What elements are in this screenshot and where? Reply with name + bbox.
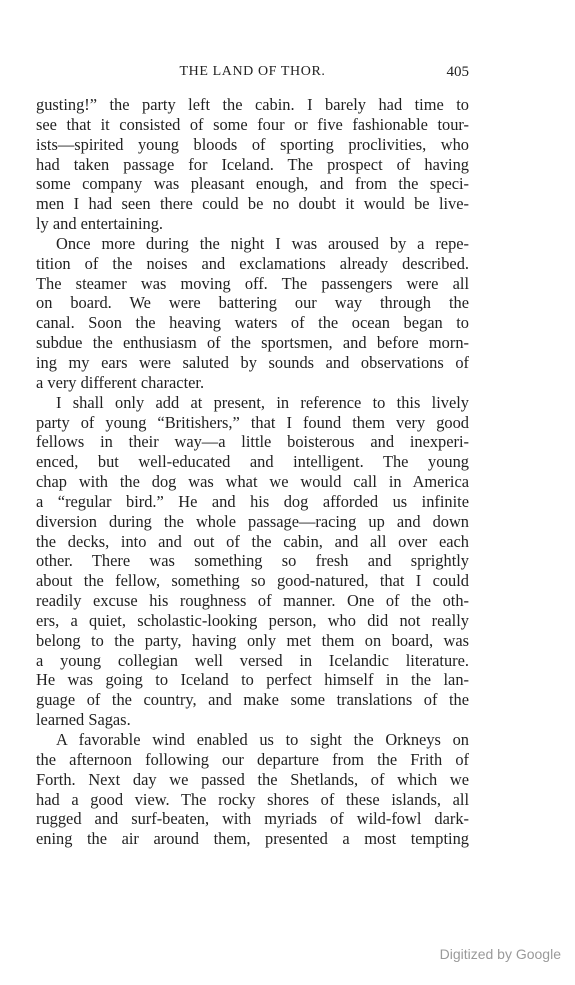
text-line: the afternoon following our departure from the Frith of [36,749,469,769]
text-line: ers, a quiet, scholastic-looking person, who did not really [36,610,469,630]
text-line: rugged and surf-beaten, with myriads of wild-fowl dark- [36,809,469,829]
text-line: Forth. Next day we passed the Shetlands, of which we [36,769,469,789]
text-line: gusting!” the party left the cabin. I barely had time to [36,95,469,114]
text-line: on board. We were battering our way through the [36,293,469,313]
running-head: THE LAND OF THOR. [179,64,326,79]
text-line: The steamer was moving off. The passengers were all [36,273,469,293]
text-line: enced, but well-educated and intelligent. The young [36,452,469,472]
text-line: had a good view. The rocky shores of these islands, all [36,789,469,809]
text-line: ists—spirited young bloods of sporting proclivities, who [36,134,469,154]
text-line: chap with the dog was what we would call in America [36,472,469,492]
text-line: Once more during the night I was aroused by a repe- [56,233,469,253]
text-line: guage of the country, and make some translations of the [36,690,469,710]
text-line: I shall only add at present, in reference to this lively [56,392,469,412]
google-watermark: Digitized by Google [439,946,561,962]
text-line: fellows in their way—a little boisterous and inexperi- [36,432,469,452]
text-line: readily excuse his roughness of manner. One of the oth- [36,591,469,611]
text-line: ening the air around them, presented a most tempting [36,829,469,849]
text-line: A favorable wind enabled us to sight the Orkneys on [56,730,469,749]
text-line: other. There was something so fresh and sprightly [36,551,469,571]
text-line: learned Sagas. [36,710,131,730]
text-line: subdue the enthusiasm of the sportsmen, and before morn- [36,333,469,353]
page-number: 405 [446,64,469,80]
body-text [36,95,469,849]
text-line: tition of the noises and exclamations already described. [36,253,469,273]
text-line: men I had seen there could be no doubt it would be live- [36,194,469,214]
page-header [36,64,469,84]
text-line: the decks, into and out of the cabin, and all over each [36,531,469,551]
text-line: a “regular bird.” He and his dog afforded us infinite [36,491,469,511]
text-line: had taken passage for Iceland. The prospect of having [36,154,469,174]
text-line: ly and entertaining. [36,214,163,234]
text-line: party of young “Britishers,” that I found them very good [36,412,469,432]
text-line: about the fellow, something so good-natured, that I could [36,571,469,591]
text-line: canal. Soon the heaving waters of the ocean began to [36,313,469,333]
text-line: He was going to Iceland to perfect himself in the lan- [36,670,469,690]
text-line: some company was pleasant enough, and from the speci- [36,174,469,194]
text-line: a young collegian well versed in Icelandic literature. [36,650,469,670]
text-line: diversion during the whole passage—racing up and down [36,511,469,531]
text-line: a very different character. [36,372,205,392]
text-line: ing my ears were saluted by sounds and observations of [36,352,469,372]
text-line: belong to the party, having only met them on board, was [36,630,469,650]
text-line: see that it consisted of some four or five fashionable tour- [36,114,469,134]
